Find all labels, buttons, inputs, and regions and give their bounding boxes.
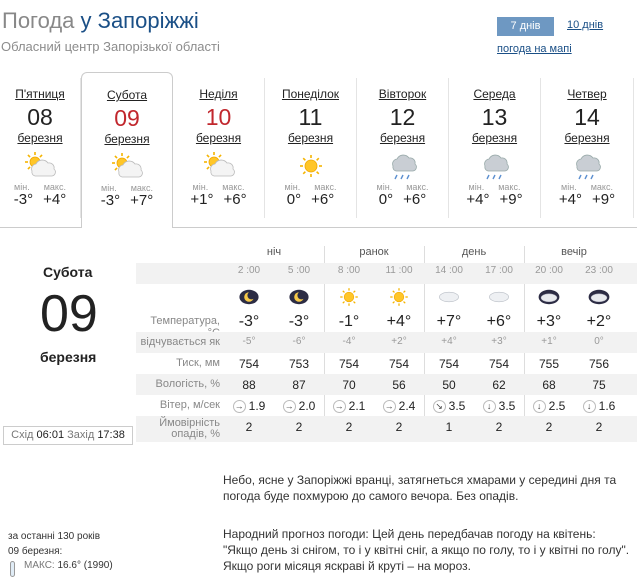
label-line: опадів, %	[171, 428, 220, 440]
cell	[424, 313, 474, 331]
min-temp: +4°	[558, 191, 582, 208]
history-line1: за останні 130 років	[8, 531, 101, 542]
cell	[224, 399, 274, 413]
value: 5 :00	[287, 265, 311, 276]
cell	[324, 336, 374, 347]
day-month: березня	[195, 131, 242, 145]
cloud-icon	[424, 285, 474, 312]
period-label: день	[461, 246, 487, 258]
folk-text: Цей день передбачав погоду на квітень: "Якщо день зі снігом, то і у квітні сніг, а якщо по голу, то і у квітні по голу". Якщо роги місяця яскраві й круті – на мороз.	[223, 527, 630, 573]
cell	[574, 378, 624, 392]
title-city: у Запоріжжі	[80, 8, 199, 33]
cell	[374, 399, 424, 413]
cell	[224, 357, 274, 371]
value: 0°	[594, 336, 604, 347]
value: 1	[445, 420, 453, 434]
value: -6°	[292, 336, 306, 347]
cell	[574, 265, 624, 276]
sun-icon	[324, 285, 374, 312]
cell	[224, 265, 274, 276]
cell	[324, 313, 374, 331]
sunrise-sunset	[3, 426, 133, 445]
max-temp: +4°	[43, 191, 67, 208]
value: 2	[345, 420, 353, 434]
value: 2	[245, 420, 253, 434]
cell	[474, 265, 524, 276]
wind-direction-icon: →	[234, 401, 244, 412]
value: -5°	[242, 336, 256, 347]
min-label: мін.	[561, 182, 577, 192]
sunset-label: Захід	[67, 429, 95, 441]
value: 754	[388, 357, 410, 371]
value: 56	[392, 378, 406, 392]
cell	[274, 399, 324, 413]
thermometer-icon	[10, 561, 15, 577]
cloud-rain-icon	[569, 151, 605, 181]
value: 756	[588, 357, 610, 371]
history-max-value: 16.6°	[57, 560, 81, 571]
value: 3.5	[498, 399, 516, 413]
value: 8 :00	[337, 265, 361, 276]
map-link[interactable]: погода на мапі	[497, 43, 572, 55]
value: +3°	[491, 336, 507, 347]
max-temp: +6°	[403, 191, 427, 208]
cell	[424, 378, 474, 392]
days-strip	[0, 72, 637, 222]
cell	[424, 336, 474, 347]
page-title	[2, 8, 199, 34]
row-label: відчувається як	[140, 336, 220, 348]
day-tab[interactable]	[357, 78, 449, 218]
day-number: 11	[298, 104, 323, 130]
sunset-time: 17:38	[97, 429, 125, 441]
value: 62	[492, 378, 506, 392]
cell	[224, 336, 274, 347]
day-name: Вівторок	[378, 87, 427, 101]
value: 20 :00	[535, 265, 563, 276]
cell	[574, 357, 624, 371]
min-label: мін.	[14, 182, 30, 192]
row-label: Вітер, м/сек	[159, 399, 220, 411]
sun-icon	[374, 285, 424, 312]
value: 2 :00	[237, 265, 261, 276]
day-tab[interactable]	[0, 78, 81, 218]
cell	[324, 378, 374, 392]
period-label: ранок	[359, 246, 389, 258]
row-label: Тиск, мм	[176, 357, 220, 369]
value: 755	[538, 357, 560, 371]
tab-7-days[interactable]: 7 днів	[497, 17, 554, 36]
day-number: 10	[205, 104, 232, 130]
day-name: П'ятниця	[15, 87, 65, 101]
cell	[474, 357, 524, 371]
row-pressure	[136, 353, 637, 374]
history-max-year: (1990)	[83, 560, 113, 571]
cloud-rain-icon	[477, 151, 513, 181]
value: +4°	[441, 336, 457, 347]
row-wind	[136, 395, 637, 416]
day-month: березня	[471, 131, 518, 145]
cell	[374, 378, 424, 392]
cell	[274, 420, 324, 434]
period-header	[136, 246, 637, 263]
value: 87	[292, 378, 306, 392]
period-label: ніч	[266, 246, 282, 258]
row-label	[136, 418, 220, 440]
wind-direction-icon: →	[284, 401, 294, 412]
day-tab[interactable]	[81, 72, 173, 228]
value: 50	[442, 378, 456, 392]
value: 754	[438, 357, 460, 371]
value: +7°	[436, 313, 462, 330]
max-label: макс.	[498, 182, 521, 192]
value: 14 :00	[435, 265, 463, 276]
cell	[374, 313, 424, 331]
value: 2	[595, 420, 603, 434]
value: +1°	[541, 336, 557, 347]
value: 754	[488, 357, 510, 371]
cell	[474, 313, 524, 331]
min-temp: 0°	[378, 191, 394, 208]
max-temp: +7°	[130, 192, 154, 209]
folk-label: Народний прогноз погоди:	[223, 527, 369, 541]
wind-direction-icon: ↘	[433, 400, 446, 413]
value: 2.0	[298, 399, 316, 413]
overcast-icon	[524, 285, 574, 312]
day-month: березня	[17, 131, 63, 145]
day-number: 13	[481, 104, 508, 130]
value: 754	[338, 357, 360, 371]
max-label: макс.	[314, 182, 337, 192]
cell	[474, 378, 524, 392]
min-temp: -3°	[100, 192, 121, 209]
day-tab[interactable]	[265, 78, 357, 218]
cell	[374, 357, 424, 371]
title-prefix: Погода	[2, 8, 75, 33]
folk-forecast	[223, 526, 633, 574]
day-name: Субота	[106, 88, 148, 102]
min-temp: 0°	[286, 191, 302, 208]
day-month: березня	[564, 131, 610, 145]
row-times	[136, 263, 637, 284]
day-number: 14	[574, 104, 600, 130]
value: -3°	[238, 313, 260, 330]
sun-cloud-icon	[22, 151, 58, 181]
cell	[374, 420, 424, 434]
value: +4°	[386, 313, 412, 330]
value: +2°	[586, 313, 612, 330]
row-feel	[136, 332, 637, 353]
cell	[374, 336, 424, 347]
row-precip	[136, 416, 637, 442]
row-label: Вологість, %	[155, 378, 220, 390]
day-number: 09	[114, 105, 140, 131]
period-label: вечір	[561, 246, 587, 258]
day-month: березня	[287, 131, 334, 145]
cell	[524, 336, 574, 347]
row-icons	[136, 284, 637, 311]
max-temp: +6°	[311, 191, 335, 208]
min-temp: -3°	[13, 191, 34, 208]
value: 75	[592, 378, 606, 392]
day-month: березня	[379, 131, 426, 145]
wind-direction-icon: ↓	[583, 400, 596, 413]
sun-cloud-icon	[109, 152, 145, 182]
cell	[574, 313, 624, 331]
cell	[524, 378, 574, 392]
wind-direction-icon: ↓	[483, 400, 496, 413]
value: -3°	[288, 313, 310, 330]
history-max-label: МАКС:	[24, 560, 55, 571]
detail-day-number: 09	[40, 285, 98, 343]
cell	[374, 265, 424, 276]
day-tab[interactable]	[173, 78, 265, 218]
cell	[324, 420, 374, 434]
row-temp	[136, 311, 637, 332]
max-temp: +9°	[499, 191, 523, 208]
cell	[524, 265, 574, 276]
detail-month: березня	[40, 349, 97, 365]
cloud-rain-icon	[385, 151, 421, 181]
min-temp: +1°	[190, 191, 214, 208]
history-heading	[8, 529, 100, 559]
value: 2	[495, 420, 503, 434]
value: 2.5	[548, 399, 566, 413]
value: +2°	[391, 336, 407, 347]
cell	[224, 313, 274, 331]
value: 1.6	[598, 399, 616, 413]
value: +3°	[536, 313, 562, 330]
cell	[474, 399, 524, 413]
day-tab[interactable]	[449, 78, 541, 218]
day-number: 12	[389, 104, 416, 130]
value: 1.9	[248, 399, 266, 413]
history-max	[24, 560, 113, 571]
value: 68	[542, 378, 556, 392]
row-humidity	[136, 374, 637, 395]
day-name: Понеділок	[281, 87, 340, 101]
value: -4°	[342, 336, 356, 347]
value: 88	[242, 378, 256, 392]
cell	[274, 336, 324, 347]
detail-day-name: Субота	[43, 264, 93, 280]
hourly-grid	[136, 246, 637, 442]
cell	[424, 357, 474, 371]
wind-direction-icon: →	[384, 401, 394, 412]
value: 17 :00	[485, 265, 513, 276]
max-label: макс.	[222, 182, 245, 192]
min-label: мін.	[192, 182, 209, 192]
cell	[574, 336, 624, 347]
value: 11 :00	[385, 265, 413, 276]
cell	[324, 357, 374, 371]
day-month: березня	[104, 132, 150, 146]
cell	[274, 378, 324, 392]
weather-description: Небо, ясне у Запоріжжі вранці, затягнеться хмарами у середині дня та погода буде похмурою до самого вечора. Без опадів.	[223, 473, 617, 503]
max-temp: +9°	[592, 191, 616, 208]
day-detail-panel	[0, 227, 637, 579]
day-number: 08	[27, 104, 53, 130]
cell	[424, 420, 474, 434]
value: 753	[288, 357, 310, 371]
tab-10-days[interactable]: 10 днів	[567, 19, 604, 31]
day-name: Середа	[473, 87, 516, 101]
day-name: Неділя	[199, 87, 238, 101]
min-label: мін.	[101, 183, 117, 193]
cell	[274, 313, 324, 331]
cell	[524, 399, 574, 413]
cell	[474, 336, 524, 347]
min-temp: +4°	[466, 191, 490, 208]
value: 2	[295, 420, 303, 434]
max-label: макс.	[406, 182, 429, 192]
cell	[524, 313, 574, 331]
value: 70	[342, 378, 356, 392]
cell	[274, 265, 324, 276]
cell	[474, 420, 524, 434]
cloud-icon	[474, 285, 524, 312]
cell	[524, 357, 574, 371]
moon-icon	[224, 285, 274, 312]
cell	[224, 378, 274, 392]
value: 2.1	[348, 399, 366, 413]
min-label: мін.	[376, 182, 393, 192]
max-label: макс.	[590, 182, 613, 192]
max-label: макс.	[43, 182, 66, 192]
value: -1°	[338, 313, 360, 330]
overcast-icon	[574, 285, 624, 312]
wind-direction-icon: ↓	[533, 400, 546, 413]
cell	[524, 420, 574, 434]
value: 754	[238, 357, 260, 371]
sunrise-time: 06:01	[36, 429, 65, 441]
cell	[224, 420, 274, 434]
cell	[324, 265, 374, 276]
cell	[574, 399, 624, 413]
max-label: макс.	[130, 183, 153, 193]
wind-direction-icon: →	[334, 401, 344, 412]
cell	[324, 399, 374, 413]
sun-cloud-icon	[201, 151, 237, 181]
cell	[574, 420, 624, 434]
cell	[424, 399, 474, 413]
day-name: Четвер	[567, 87, 607, 101]
history-line2: 09 березня:	[8, 546, 63, 557]
label-line: Ймовірність	[159, 417, 220, 429]
min-label: мін.	[284, 182, 301, 192]
row-label: Температура,	[150, 315, 220, 327]
max-temp: +6°	[223, 191, 247, 208]
page-subtitle: Обласний центр Запорізької області	[1, 39, 220, 54]
day-tab[interactable]	[541, 78, 634, 218]
moon-icon	[274, 285, 324, 312]
cell	[424, 265, 474, 276]
value: +6°	[486, 313, 512, 330]
value: 2	[395, 420, 403, 434]
value: 23 :00	[585, 265, 613, 276]
cell	[274, 357, 324, 371]
sunrise-label: Схід	[11, 429, 34, 441]
min-label: мін.	[468, 182, 485, 192]
value: 3.5	[448, 399, 466, 413]
sun-icon	[293, 151, 329, 181]
value: 2	[545, 420, 553, 434]
value: 2.4	[398, 399, 416, 413]
